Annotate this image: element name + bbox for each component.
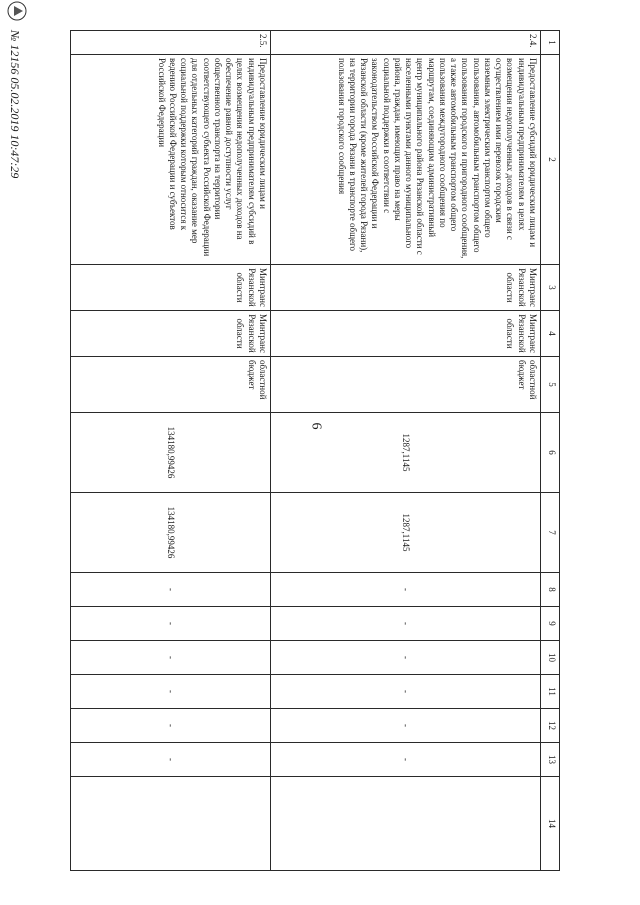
header-cell: 7 — [541, 493, 560, 573]
header-cell: 4 — [541, 311, 560, 357]
manager-cell: Минтранс Рязанской области — [271, 311, 541, 357]
year-amount-cell: 134180,99426 — [71, 493, 271, 573]
header-cell: 14 — [541, 777, 560, 871]
row-description: Предоставление субсидий юридическим лицам и индивидуальным предпринимателям в целях возмещения недополученных доходов в связи с осуществлением ими перевозок городским наземным электрическим транспортом общего пользования, автомобильным транспортом общего пользования городского и пригородного сообщения, а также автомобильным транспортом общего пользования междугородного сообщения по маршрутам, соединяющим административный центр муниципального района Рязанской области с населенными пунктами данного муниципального района, граждан, имеющих право на меры социальной поддержки в соответствии с законодательством Российской Федерации и Рязанской области (кроме жителей города Рязани), на территории города Рязани в транспорте общего пользования городского сообщения — [271, 55, 541, 265]
emblem-icon — [6, 0, 28, 22]
row-description: Предоставление юридическим лицам и индивидуальным предпринимателям субсидий в целях возмещения недополученных доходов на обеспечение равной доступности услуг общественного транспорта на территории соответствующего субъекта Российской Федерации для отдельных категорий граждан, оказание мер социальной поддержки которым относится к ведению Российской Федерации и субъектов Российской Федерации — [71, 55, 271, 265]
year-amount-cell: - — [271, 573, 541, 607]
header-cell: 10 — [541, 641, 560, 675]
total-amount-cell: 1287,1145 — [271, 413, 541, 493]
year-amount-cell: - — [271, 641, 541, 675]
header-cell: 11 — [541, 675, 560, 709]
year-amount-cell: - — [271, 743, 541, 777]
table-row — [271, 31, 541, 871]
year-amount-cell: - — [271, 709, 541, 743]
row-number: 2.5. — [71, 31, 271, 55]
table-row — [71, 31, 271, 871]
year-amount-cell: - — [271, 675, 541, 709]
header-cell: 3 — [541, 265, 560, 311]
year-amount-cell: - — [271, 607, 541, 641]
header-cell: 13 — [541, 743, 560, 777]
year-amount-cell: 1287,1145 — [271, 493, 541, 573]
row-number: 2.4. — [271, 31, 541, 55]
header-cell: 5 — [541, 357, 560, 413]
page-number: 6 — [308, 422, 324, 430]
year-amount-cell: - — [71, 607, 271, 641]
program-table — [70, 30, 560, 871]
year-amount-cell: - — [71, 743, 271, 777]
year-amount-cell: - — [71, 675, 271, 709]
header-cell: 12 — [541, 709, 560, 743]
year-amount-cell: - — [71, 573, 271, 607]
executor-cell: Минтранс Рязанской области — [271, 265, 541, 311]
header-cell: 6 — [541, 413, 560, 493]
header-cell: 1 — [541, 31, 560, 55]
header-row — [541, 31, 560, 871]
header-cell: 9 — [541, 607, 560, 641]
total-amount-cell: 134180,99426 — [71, 413, 271, 493]
result-cell — [71, 777, 271, 871]
result-cell — [271, 777, 541, 871]
executor-cell: Минтранс Рязанской области — [71, 265, 271, 311]
funding-source-cell: областной бюджет — [271, 357, 541, 413]
year-amount-cell: - — [71, 709, 271, 743]
manager-cell: Минтранс Рязанской области — [71, 311, 271, 357]
header-cell: 8 — [541, 573, 560, 607]
year-amount-cell: - — [71, 641, 271, 675]
funding-source-cell: областной бюджет — [71, 357, 271, 413]
header-cell: 2 — [541, 55, 560, 265]
registration-stamp: № 12156 05.02.2019 10:47:29 — [8, 30, 22, 179]
